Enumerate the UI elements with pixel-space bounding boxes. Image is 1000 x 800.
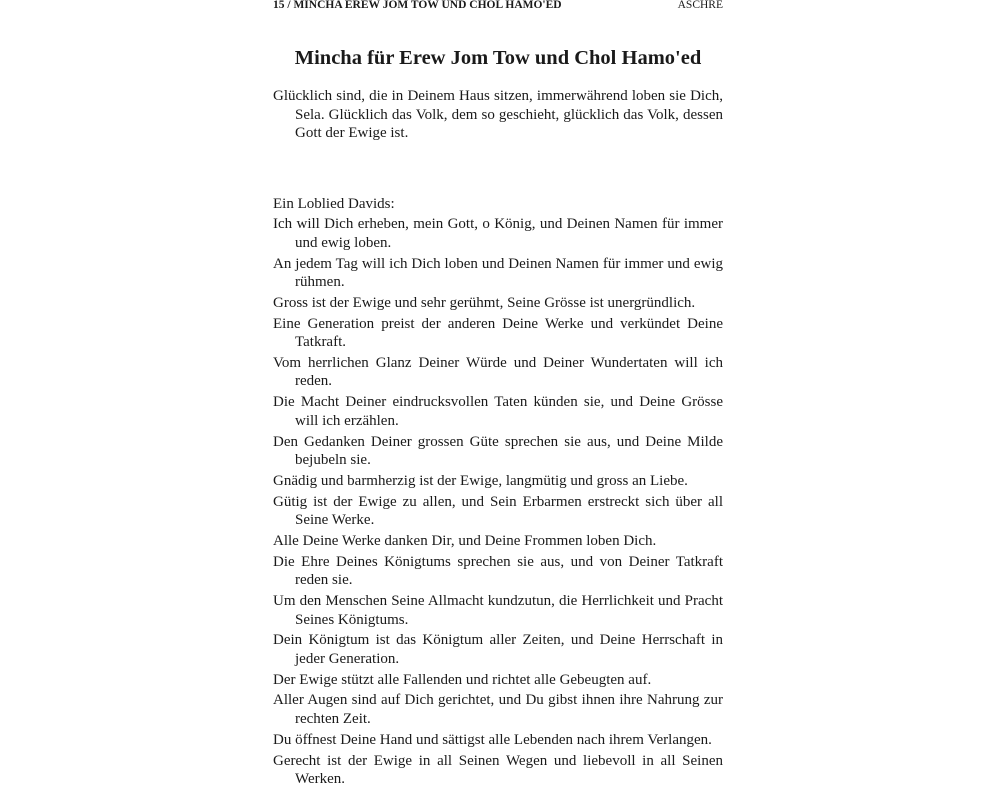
verse: Eine Generation preist der anderen Deine Werke und verkündet Deine Tatkraft. — [273, 315, 723, 351]
verse: Alle Deine Werke danken Dir, und Deine Frommen loben Dich. — [273, 532, 657, 549]
page-title: Mincha für Erew Jom Tow und Chol Hamo'ed — [294, 47, 702, 69]
verse: An jedem Tag will ich Dich loben und Deinen Namen für immer und ewig rühmen. — [273, 255, 723, 291]
verse: Aller Augen sind auf Dich gerichtet, und Du gibst ihnen ihre Nahrung zur rechten Zeit. — [273, 692, 723, 727]
intro-paragraph: Glücklich sind, die in Deinem Haus sitzen, immerwährend loben sie Dich, Sela. Glücklich das Volk, dem so geschieht, glücklich das Volk, dessen Gott der Ewige ist. — [273, 88, 723, 141]
verse: Du öffnest Deine Hand und sättigst alle Lebenden nach ihrem Verlangen. — [273, 731, 712, 748]
verse: Gütig ist der Ewige zu allen, und Sein Erbarmen erstreckt sich über all Seine Werke. — [273, 493, 723, 529]
psalm-heading: Ein Loblied Davids: — [273, 195, 395, 212]
verse: Gross ist der Ewige und sehr gerühmt, Seine Grösse ist unergründlich. — [273, 294, 696, 311]
prayer-text — [273, 87, 723, 791]
verse: Vom herrlichen Glanz Deiner Würde und Deiner Wundertaten will ich reden. — [273, 354, 723, 390]
verse: Den Gedanken Deiner grossen Güte sprechen sie aus, und Deine Milde bejubeln sie. — [273, 433, 723, 469]
section-spacer — [273, 143, 723, 195]
verse: Die Macht Deiner eindrucksvollen Taten künden sie, und Deine Grösse will ich erzählen. — [273, 394, 723, 429]
verse: Dein Königtum ist das Königtum aller Zeiten, und Deine Herrschaft in jeder Generation. — [273, 632, 723, 667]
verse: Die Ehre Deines Königtums sprechen sie aus, und von Deiner Tatkraft reden sie. — [273, 553, 723, 589]
verse: Der Ewige stützt alle Fallenden und richtet alle Gebeugten auf. — [273, 671, 652, 688]
verse: Gerecht ist der Ewige in all Seinen Wegen und liebevoll in all Seinen Werken. — [273, 752, 723, 788]
verse: Um den Menschen Seine Allmacht kundzutun, die Herrlichkeit und Pracht Seines Königtums. — [273, 593, 723, 628]
verse: Ich will Dich erheben, mein Gott, o König, und Deinen Namen für immer und ewig loben. — [273, 216, 723, 251]
running-header — [273, 0, 723, 13]
running-header-section-name: ASCHRE — [677, 0, 723, 11]
running-header-page-section: 15 / MINCHA EREW JOM TOW UND CHOL HAMO'ED — [273, 0, 562, 11]
verse: Gnädig und barmherzig ist der Ewige, langmütig und gross an Liebe. — [273, 472, 688, 489]
